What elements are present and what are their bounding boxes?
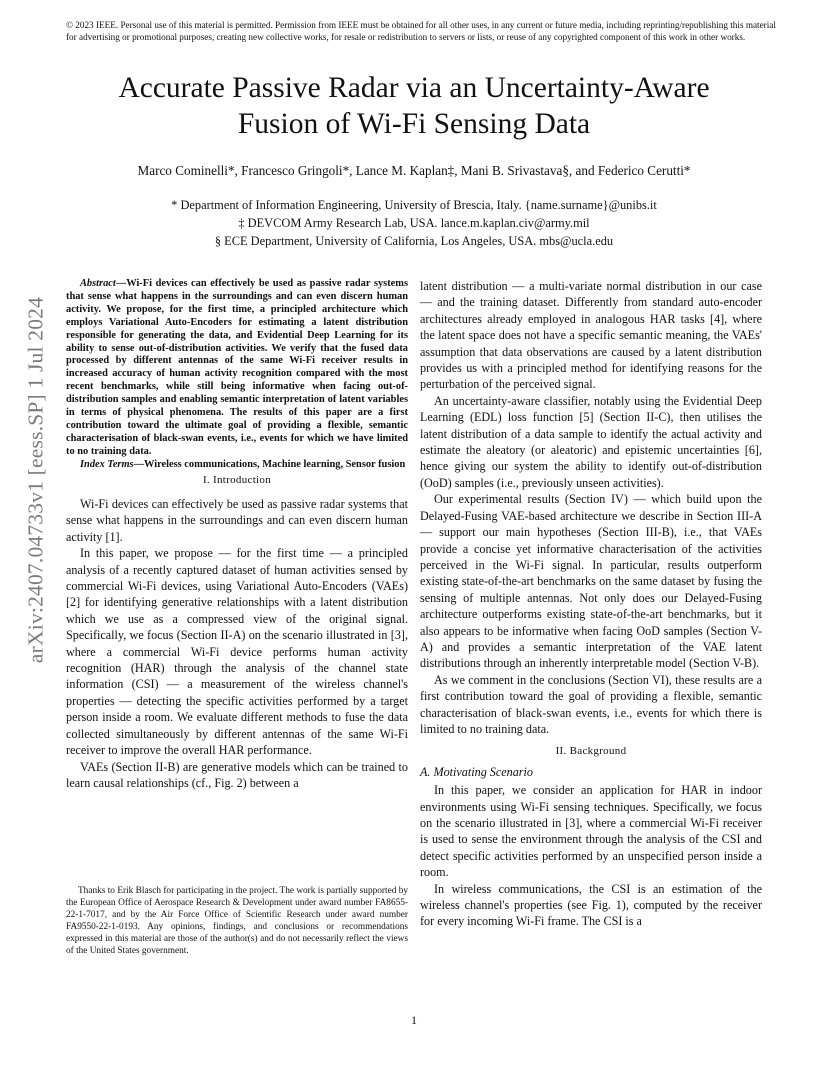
abstract xyxy=(66,278,408,459)
index-terms-text: —Wireless communications, Machine learning, Sensor fusion xyxy=(133,458,406,470)
footnote: Thanks to Erik Blasch for participating in the project. The work is partially supported by the European Office of Aerospace Research & Development under award number FA8655-22-1-7017, and by the Air Force Office of Scientific Research under award number FA9550-22-1-0193. Any opinions, findings, and conclusions or recommendations expressed in this material are those of the author(s) and do not necessarily reflect the views of the United States government. xyxy=(66,886,408,956)
right-column xyxy=(420,278,762,930)
intro-paragraph-2: In this paper, we propose — for the first time — a principled analysis of a recently captured dataset of human activities sensed by commercial Wi-Fi devices, using Variational Auto-Encoders (VAEs) [2] for identifying generative relationships with a latent distribution which we use as a compressed view of the original signal. Specifically, we focus (Section II-A) on the scenario illustrated in [3], where a commercial Wi-Fi device performs human activity recognition (HAR) through the analysis of the channel state information (CSI) — a measurement of the wireless channel's properties — detecting the specific activities performed by a target person inside a room. We evaluate different methods to fuse the data collected simultaneously by different antennas of the same Wi-Fi receiver to improve the overall HAR performance. xyxy=(66,546,408,758)
subsection-heading-motivating-scenario: A. Motivating Scenario xyxy=(420,764,533,779)
affiliation-devcom: ‡ DEVCOM Army Research Lab, USA. lance.m.kaplan.civ@army.mil xyxy=(238,216,590,230)
copyright-notice: © 2023 IEEE. Personal use of this material is permitted. Permission from IEEE must be obtained for all other uses, in any current or future media, including reprinting/republishing this material for advertising or promotional purposes, creating new collective works, for resale or redistribution to servers or lists, or reuse of any copyrighted component of this work in other works. xyxy=(66,20,776,42)
background-paragraph-2: In wireless communications, the CSI is an estimation of the wireless channel's properties (see Fig. 1), computed by the receiver for every incoming Wi-Fi frame. The CSI is a xyxy=(420,881,762,929)
intro-paragraph-3: VAEs (Section II-B) are generative models which can be trained to learn causal relationships (cf., Fig. 2) between a xyxy=(66,759,408,790)
page-number: 1 xyxy=(411,1013,417,1027)
title-line-2: Fusion of Wi-Fi Sensing Data xyxy=(237,108,591,140)
affiliation-ucla: § ECE Department, University of California, Los Angeles, USA. mbs@ucla.edu xyxy=(214,234,614,248)
section-heading-introduction: I. Introduction xyxy=(202,473,272,486)
arxiv-sidebar xyxy=(14,296,58,664)
index-terms xyxy=(66,459,408,472)
abstract-text: —Wi-Fi devices can effectively be used as passive radar systems that sense what happens in the surroundings and can even discern human activity. We propose, for the first time, a principled architecture which employs Variational Auto-Encoders for estimating a latent distribution responsible for generating the data, and Evidential Deep Learning for its ability to sense out-of-distribution activities. We verify that the fused data processed by different antennas of the same Wi-Fi receiver results in increased accuracy of human activity recognition compared with the most recent benchmarks, while still being informative when facing out-of-distribution samples and enabling semantic interpretation of latent variables in terms of physical phenomena. The results of this paper are a first contribution toward the ultimate goal of providing a flexible, semantic characterisation of black-swan events, i.e., events for which we have limited to no training data. xyxy=(66,278,408,457)
affiliations xyxy=(60,196,768,250)
paper-title xyxy=(60,70,768,142)
affiliation-brescia: * Department of Information Engineering, University of Brescia, Italy. {name.surname}@unibs.it xyxy=(171,198,657,212)
intro-paragraph-3-continued: latent distribution — a multi-variate normal distribution in our case — and the training dataset. Differently from standard auto-encoder architectures already employed in analogous HAR tasks [4], where the latent space does not have a specific semantic meaning, the VAEs' assumption that data observations are caused by a latent distribution provides us with a principled method for identifying reasons for the perturbation of the perceived signal. xyxy=(420,279,762,392)
intro-paragraph-5: Our experimental results (Section IV) — which build upon the Delayed-Fusing VAE-based architecture we describe in Section III-A — support our main hypotheses (Section III-B), i.e., that VAEs provide a concise yet informative characterisation of the activities perceived in the Wi-Fi signal. In particular, results outperform existing state-of-the-art benchmarks on the same dataset by fusing the sensing of multiple antennas. Not only does our Delayed-Fusing architecture outperforms existing state-of-the-art benchmarks, but it also appears to be informative when facing OoD samples (Section V-A) and provides a semantic interpretation of the VAE latent distributions through an inherently interpretable model (Section V-B). xyxy=(420,492,762,671)
section-heading-background: II. Background xyxy=(555,745,627,758)
abstract-label: Abstract xyxy=(80,278,116,289)
author-list: Marco Cominelli*, Francesco Gringoli*, Lance M. Kaplan‡, Mani B. Srivastava§, and Federico Cerutti* xyxy=(137,163,691,178)
intro-paragraph-6: As we comment in the conclusions (Section VI), these results are a first contribution toward the goal of providing a flexible, semantic characterisation of black-swan events, i.e., events for which there is limited to no training data. xyxy=(420,672,762,736)
intro-paragraph-1: Wi-Fi devices can effectively be used as passive radar systems that sense what happens in the surroundings and can even discern human activity [1]. xyxy=(66,497,408,544)
title-line-1: Accurate Passive Radar via an Uncertainty-Aware xyxy=(118,72,710,104)
intro-paragraph-4: An uncertainty-aware classifier, notably using the Evidential Deep Learning (EDL) loss function [5] (Section II-C), then utilises the latent distribution of a data sample to identify the actual activity and estimate the aleatory (or aleatoric) and epistemic uncertainties [6], hence giving our system the ability to identify out-of-distribution (OoD) samples (i.e., previously unseen activities). xyxy=(420,393,762,490)
background-paragraph-1: In this paper, we consider an application for HAR in indoor environments using Wi-Fi sensing techniques. Specifically, we focus on the scenario illustrated in [3], where a commercial Wi-Fi receiver is used to sense the environment through the analysis of the CSI and detect specific activities performed by an unspecified person inside a room. xyxy=(420,783,762,880)
left-column xyxy=(66,278,408,791)
index-terms-label: Index Terms xyxy=(80,458,134,470)
arxiv-identifier: arXiv:2407.04733v1 [eess.SP] 1 Jul 2024 xyxy=(23,296,48,664)
